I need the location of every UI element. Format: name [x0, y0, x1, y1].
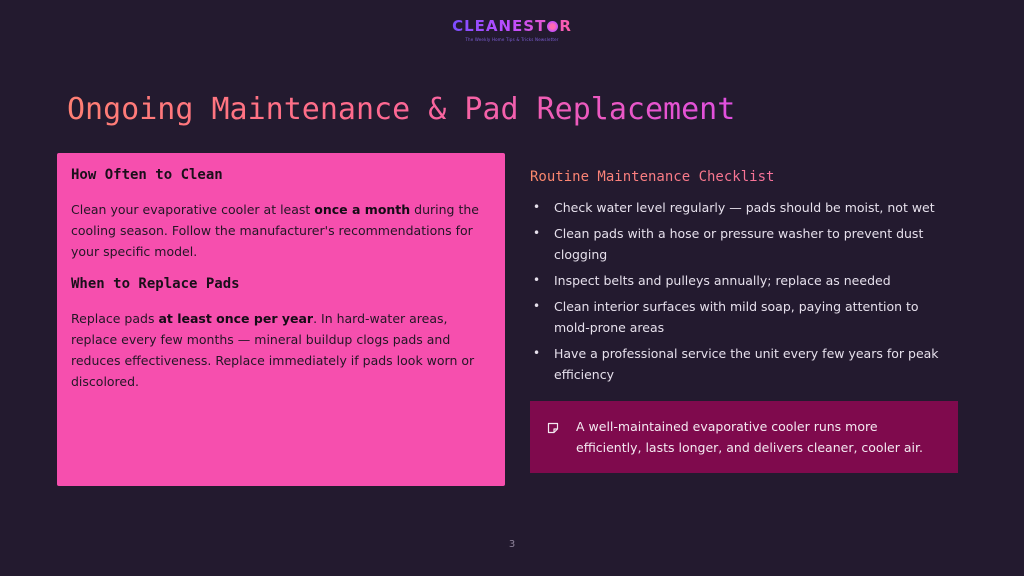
note-icon — [547, 422, 559, 434]
checklist — [530, 197, 958, 385]
bullet-icon: • — [533, 226, 541, 240]
checklist-item: • Have a professional service the unit every few years for peak efficiency — [530, 343, 958, 385]
replace-pads-text: Replace pads at least once per year. In hard-water areas, replace every few months — mineral buildup clogs pads and reduces effectiveness. Replace immediately if pads look worn or discolored. — [71, 311, 475, 389]
logo-text-end: R — [559, 17, 572, 35]
slide-title: Ongoing Maintenance & Pad Replacement — [67, 92, 736, 127]
callout-text: A well-maintained evaporative cooler runs more efficiently, lasts longer, and delivers cleaner, cooler air. — [576, 419, 923, 455]
bullet-icon: • — [533, 273, 541, 287]
checklist-item: • Inspect belts and pulleys annually; replace as needed — [530, 270, 958, 291]
logo-text: CLEANEST — [452, 17, 547, 35]
bullet-icon: • — [533, 346, 541, 360]
checklist-item: • Check water level regularly — pads should be moist, not wet — [530, 197, 958, 218]
logo-star-icon — [547, 21, 558, 32]
page-number: 3 — [508, 539, 516, 550]
frequency-card — [57, 153, 505, 486]
summary-callout — [530, 401, 958, 473]
brand-logo — [0, 16, 1024, 42]
logo-tagline: The Weekly Home Tips & Tricks Newsletter — [465, 37, 559, 42]
checklist-section — [530, 153, 958, 390]
bullet-icon: • — [533, 200, 541, 214]
clean-frequency-heading: How Often to Clean — [71, 167, 223, 183]
checklist-heading: Routine Maintenance Checklist — [530, 169, 958, 185]
replace-pads-heading: When to Replace Pads — [71, 276, 240, 292]
clean-frequency-text: Clean your evaporative cooler at least once a month during the cooling season. Follow the manufacturer's recommendations for your specific model. — [71, 202, 479, 259]
bullet-icon: • — [533, 299, 541, 313]
checklist-item: • Clean pads with a hose or pressure washer to prevent dust clogging — [530, 223, 958, 265]
checklist-item: • Clean interior surfaces with mild soap, paying attention to mold-prone areas — [530, 296, 958, 338]
logo-wordmark — [452, 17, 572, 35]
